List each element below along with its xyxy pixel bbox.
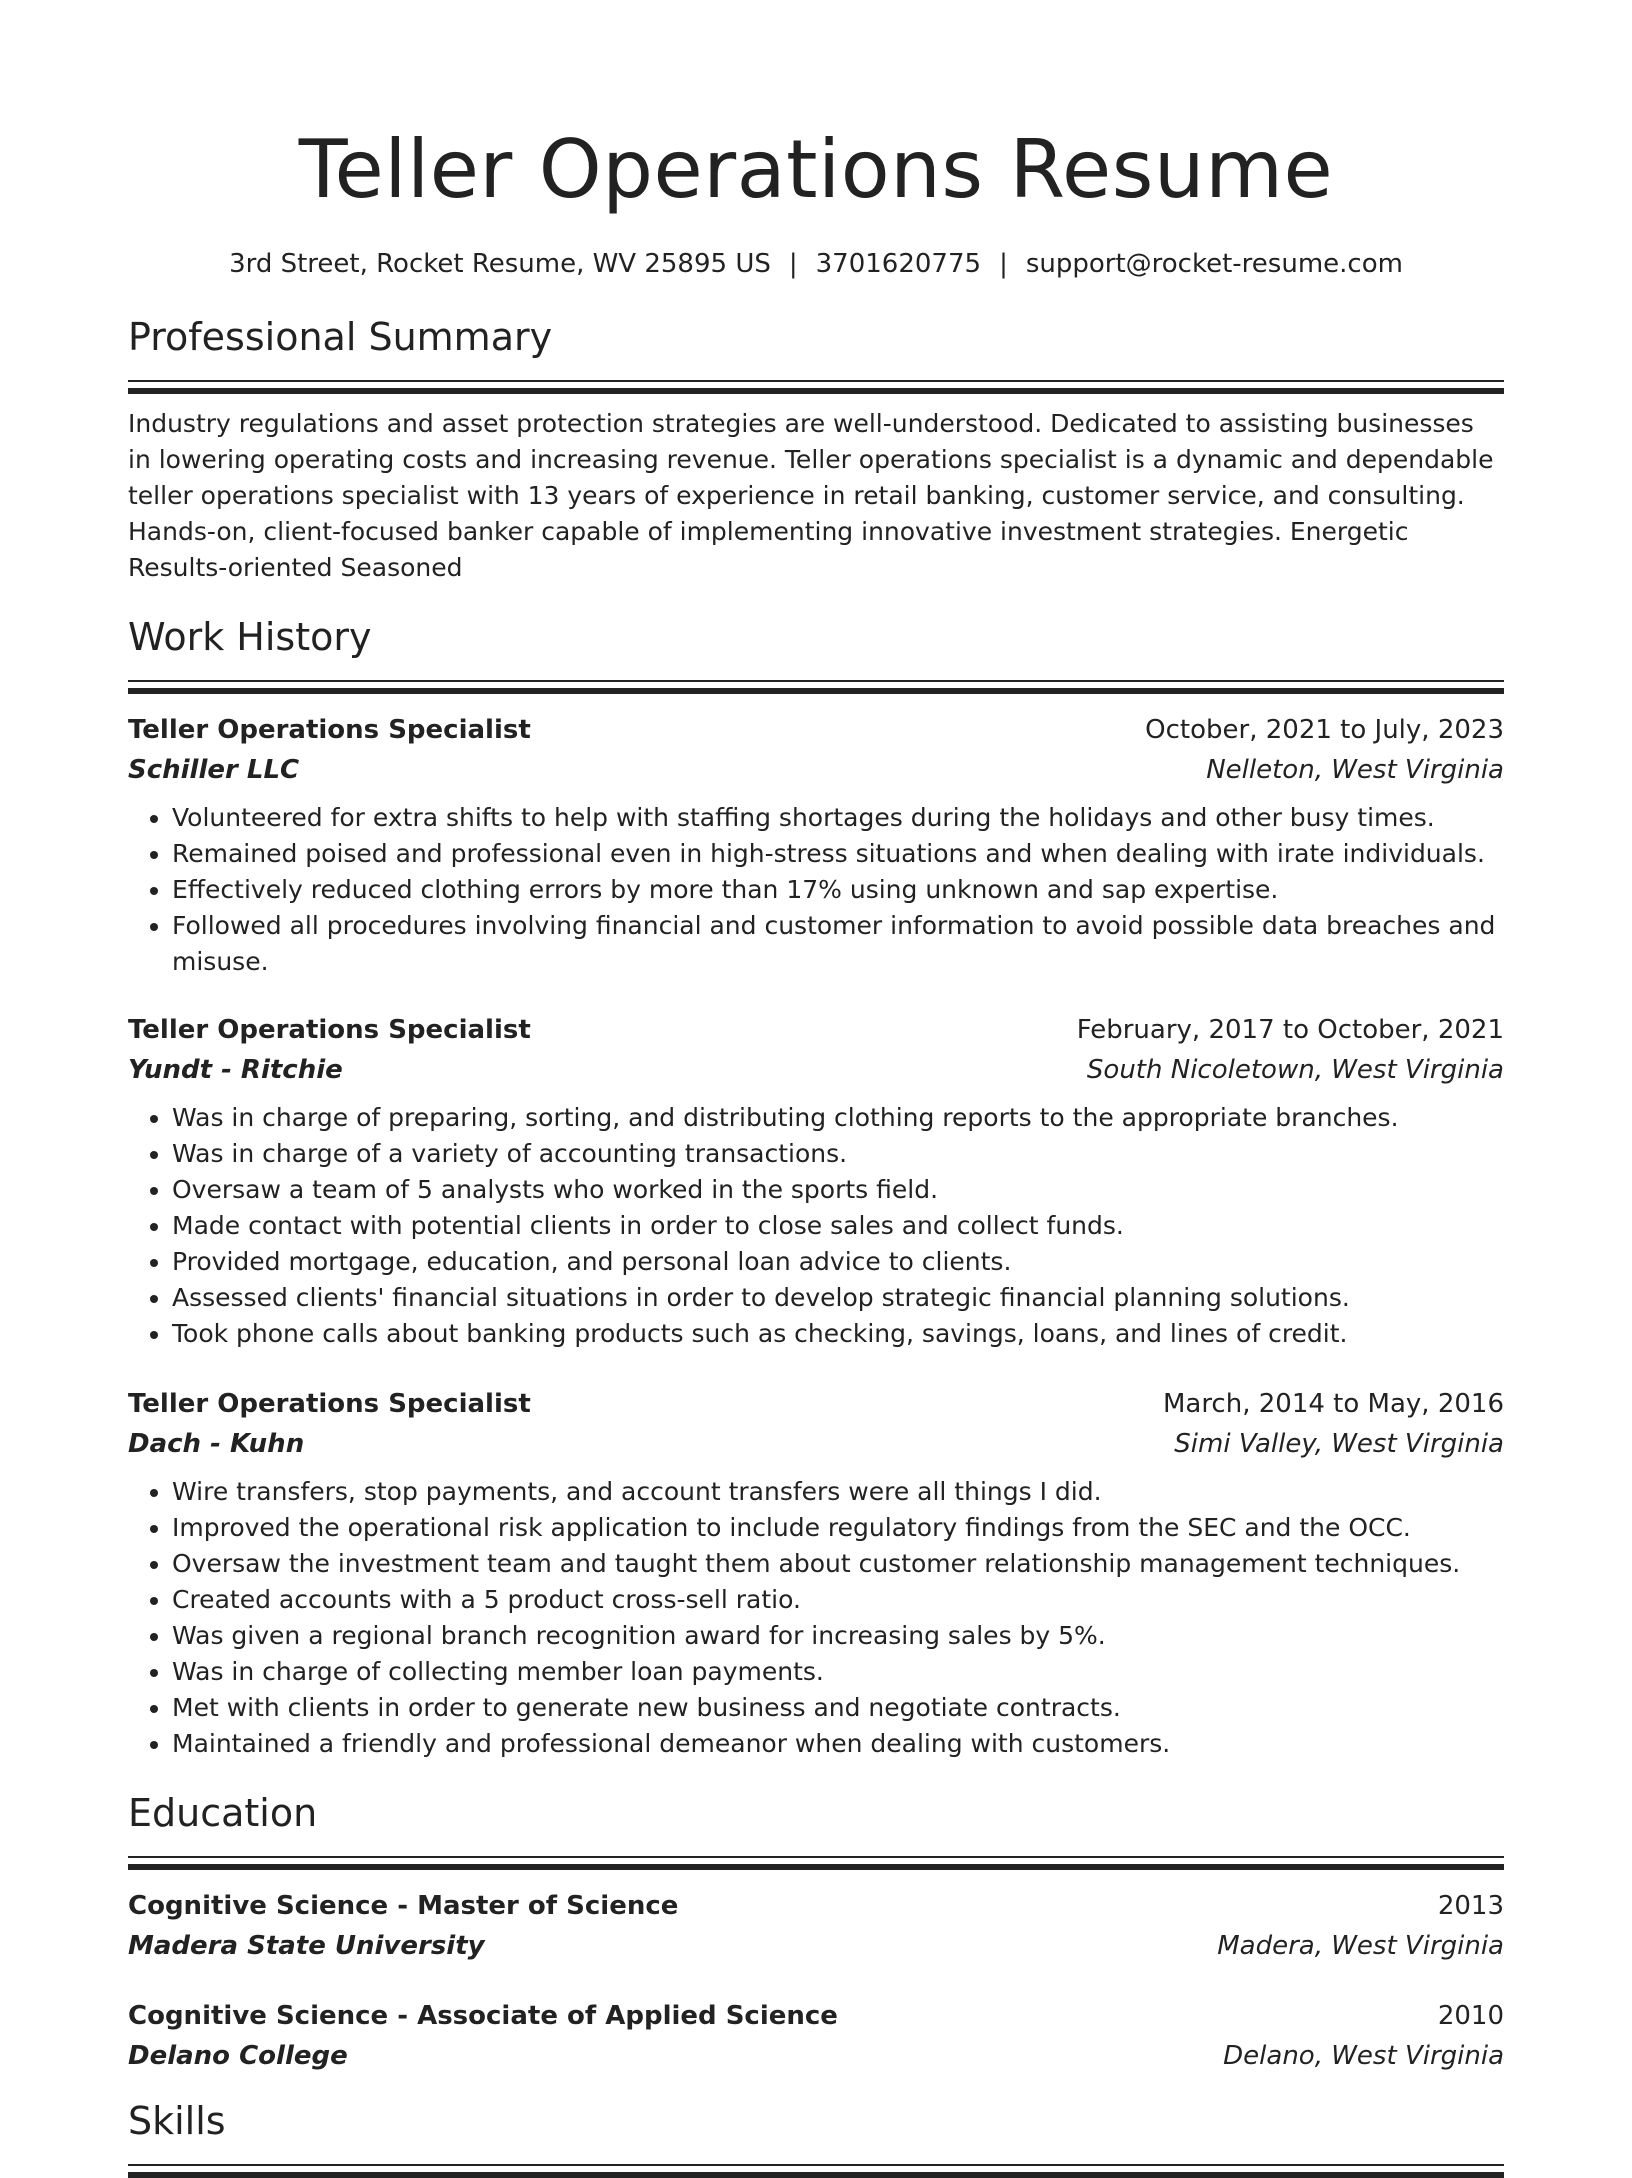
job-bullet-list bbox=[128, 800, 1504, 980]
section-heading-skills: Skills bbox=[128, 2099, 226, 2143]
job-header-row bbox=[128, 710, 1504, 750]
job-dates: October, 2021 to July, 2023 bbox=[1145, 715, 1504, 745]
resume-title: Teller Operations Resume bbox=[298, 123, 1334, 216]
job-company-row bbox=[128, 1050, 1504, 1090]
job-bullet: • Made contact with potential clients in order to close sales and collect funds. bbox=[172, 1208, 1504, 1244]
skills-section bbox=[128, 2096, 1504, 2176]
education-school-row bbox=[128, 2036, 1504, 2076]
job-dates: March, 2014 to May, 2016 bbox=[1162, 1389, 1504, 1419]
section-heading-education: Education bbox=[128, 1791, 318, 1835]
contact-line bbox=[128, 246, 1504, 282]
section-divider bbox=[128, 2164, 1504, 2176]
education-year: 2013 bbox=[1437, 1891, 1504, 1921]
summary-section bbox=[128, 312, 1504, 586]
job-location: South Nicoletown, West Virginia bbox=[1086, 1055, 1504, 1085]
contact-phone: 3701620775 bbox=[815, 249, 982, 279]
job-bullet: • Oversaw the investment team and taught them about customer relationship management techniques. bbox=[172, 1546, 1504, 1582]
job-bullet: • Oversaw a team of 5 analysts who worked in the sports field. bbox=[172, 1172, 1504, 1208]
job-entry bbox=[128, 1384, 1504, 1762]
job-company-row bbox=[128, 750, 1504, 790]
job-title: Teller Operations Specialist bbox=[128, 1015, 531, 1045]
job-location: Nelleton, West Virginia bbox=[1206, 755, 1504, 785]
education-school: Delano College bbox=[128, 2041, 348, 2071]
section-heading-summary: Professional Summary bbox=[128, 315, 553, 359]
summary-text: Industry regulations and asset protection strategies are well-understood. Dedicated to assisting businesses in lowering operating costs and increasing revenue. Teller operations specialist is a dynamic and dependable teller operations specialist with 13 years of experience in retail banking, customer service, and consulting. Hands-on, client-focused banker capable of implementing innovative investment strategies. Energetic Results-oriented Seasoned bbox=[128, 409, 1494, 582]
job-bullet: • Met with clients in order to generate new business and negotiate contracts. bbox=[172, 1690, 1504, 1726]
job-bullet: • Volunteered for extra shifts to help with staffing shortages during the holidays and other busy times. bbox=[172, 800, 1504, 836]
job-bullet: • Was in charge of preparing, sorting, and distributing clothing reports to the appropriate branches. bbox=[172, 1100, 1504, 1136]
education-degree: Cognitive Science - Associate of Applied Science bbox=[128, 2001, 838, 2031]
job-bullet-list bbox=[128, 1100, 1504, 1352]
section-divider bbox=[128, 1856, 1504, 1868]
education-degree: Cognitive Science - Master of Science bbox=[128, 1891, 679, 1921]
education-school: Madera State University bbox=[128, 1931, 485, 1961]
job-bullet: • Remained poised and professional even in high-stress situations and when dealing with irate individuals. bbox=[172, 836, 1504, 872]
job-bullet: • Provided mortgage, education, and personal loan advice to clients. bbox=[172, 1244, 1504, 1280]
education-header-row bbox=[128, 1886, 1504, 1926]
job-entry bbox=[128, 1010, 1504, 1352]
job-company-row bbox=[128, 1424, 1504, 1464]
job-title: Teller Operations Specialist bbox=[128, 1389, 531, 1419]
contact-separator: | bbox=[788, 249, 798, 279]
job-header-row bbox=[128, 1384, 1504, 1424]
education-entry bbox=[128, 1886, 1504, 1966]
contact-address: 3rd Street, Rocket Resume, WV 25895 US bbox=[229, 249, 771, 279]
job-entry bbox=[128, 710, 1504, 980]
job-company: Yundt - Ritchie bbox=[128, 1055, 343, 1085]
job-bullet: • Assessed clients' financial situations in order to develop strategic financial planning solutions. bbox=[172, 1280, 1504, 1316]
job-bullet: • Was in charge of collecting member loan payments. bbox=[172, 1654, 1504, 1690]
education-entry bbox=[128, 1996, 1504, 2076]
job-bullet: • Improved the operational risk application to include regulatory findings from the SEC and the OCC. bbox=[172, 1510, 1504, 1546]
education-header-row bbox=[128, 1996, 1504, 2036]
job-header-row bbox=[128, 1010, 1504, 1050]
job-bullet: • Followed all procedures involving financial and customer information to avoid possible data breaches and misuse. bbox=[172, 908, 1504, 980]
job-bullet: • Was given a regional branch recognition award for increasing sales by 5%. bbox=[172, 1618, 1504, 1654]
section-divider bbox=[128, 380, 1504, 392]
job-bullet: • Created accounts with a 5 product cross-sell ratio. bbox=[172, 1582, 1504, 1618]
job-company: Dach - Kuhn bbox=[128, 1429, 305, 1459]
section-heading-work: Work History bbox=[128, 615, 372, 659]
education-section bbox=[128, 1788, 1504, 2076]
job-bullet: • Took phone calls about banking products such as checking, savings, loans, and lines of credit. bbox=[172, 1316, 1504, 1352]
work-history-section bbox=[128, 612, 1504, 1762]
education-year: 2010 bbox=[1437, 2001, 1504, 2031]
education-location: Delano, West Virginia bbox=[1223, 2041, 1504, 2071]
education-school-row bbox=[128, 1926, 1504, 1966]
job-bullet: • Effectively reduced clothing errors by more than 17% using unknown and sap expertise. bbox=[172, 872, 1504, 908]
job-dates: February, 2017 to October, 2021 bbox=[1076, 1015, 1504, 1045]
job-location: Simi Valley, West Virginia bbox=[1174, 1429, 1504, 1459]
job-title: Teller Operations Specialist bbox=[128, 715, 531, 745]
section-divider bbox=[128, 680, 1504, 692]
job-bullet: • Maintained a friendly and professional demeanor when dealing with customers. bbox=[172, 1726, 1504, 1762]
contact-email: support@rocket-resume.com bbox=[1025, 249, 1403, 279]
job-bullet: • Wire transfers, stop payments, and account transfers were all things I did. bbox=[172, 1474, 1504, 1510]
job-bullet-list bbox=[128, 1474, 1504, 1762]
education-location: Madera, West Virginia bbox=[1217, 1931, 1504, 1961]
job-bullet: • Was in charge of a variety of accounting transactions. bbox=[172, 1136, 1504, 1172]
job-company: Schiller LLC bbox=[128, 755, 300, 785]
contact-separator: | bbox=[999, 249, 1008, 279]
